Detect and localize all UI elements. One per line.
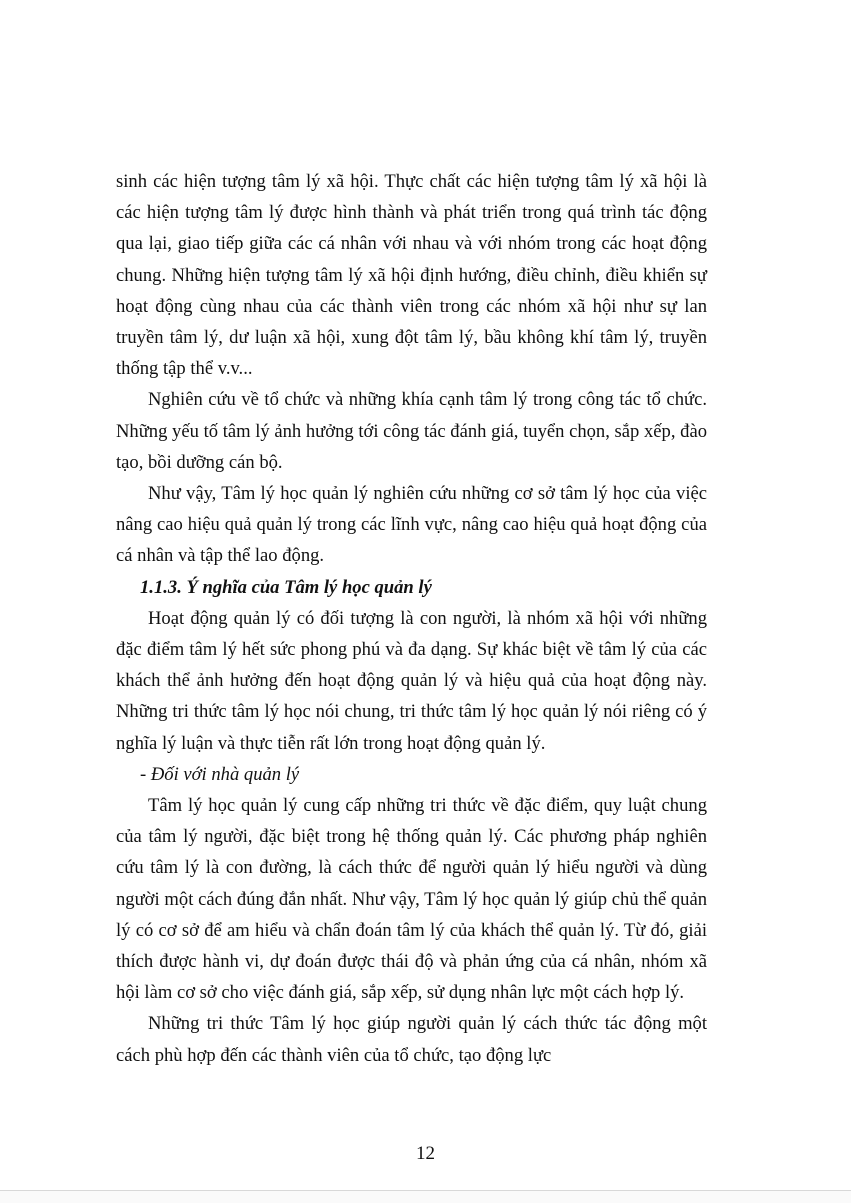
paragraph-4: Hoạt động quản lý có đối tượng là con người, là nhóm xã hội với những đặc điểm tâm lý hết sức phong phú và đa dạng. Sự khác biệt về tâm lý của các khách thể ảnh hưởng đến hoạt động quản lý và hiệu quả của hoạt động này. Những tri thức tâm lý học nói chung, tri thức tâm lý học quản lý nói riêng có ý nghĩa lý luận và thực tiễn rất lớn trong hoạt động quản lý. — [116, 607, 707, 754]
scan-bottom-edge — [0, 1190, 851, 1203]
subsection-heading: - Đối với nhà quản lý — [140, 763, 300, 785]
section-heading: 1.1.3. Ý nghĩa của Tâm lý học quản lý — [140, 576, 432, 598]
paragraph-6: Những tri thức Tâm lý học giúp người quản lý cách thức tác động một cách phù hợp đến các thành viên của tổ chức, tạo động lực — [116, 1013, 707, 1066]
paragraph-2: Nghiên cứu về tổ chức và những khía cạnh tâm lý trong công tác tổ chức. Những yếu tố tâm lý ảnh hưởng tới công tác đánh giá, tuyển chọn, sắp xếp, đào tạo, bồi dưỡng cán bộ. — [116, 389, 707, 473]
paragraph-3: Như vậy, Tâm lý học quản lý nghiên cứu những cơ sở tâm lý học của việc nâng cao hiệu quả quản lý trong các lĩnh vực, nâng cao hiệu quả hoạt động của cá nhân và tập thể lao động. — [116, 483, 707, 567]
paragraph-5: Tâm lý học quản lý cung cấp những tri thức về đặc điểm, quy luật chung của tâm lý người, đặc biệt trong hệ thống quản lý. Các phương pháp nghiên cứu tâm lý là con đường, là cách thức để người quản lý hiểu người và dùng người một cách đúng đắn nhất. Như vậy, Tâm lý học quản lý giúp chủ thể quản lý có cơ sở để am hiểu và chẩn đoán tâm lý của khách thể quản lý. Từ đó, giải thích được hành vi, dự đoán được thái độ và phản ứng của cá nhân, nhóm xã hội làm cơ sở cho việc đánh giá, sắp xếp, sử dụng nhân lực một cách hợp lý. — [116, 795, 707, 1004]
page-number: 12 — [416, 1143, 435, 1164]
page-body — [116, 166, 707, 1071]
paragraph-1: sinh các hiện tượng tâm lý xã hội. Thực chất các hiện tượng tâm lý xã hội là các hiện tượng tâm lý được hình thành và phát triển trong quá trình tác động qua lại, giao tiếp giữa các cá nhân với nhau và với nhóm trong các hoạt động chung. Những hiện tượng tâm lý xã hội định hướng, điều chỉnh, điều khiển sự hoạt động cùng nhau của các thành viên trong các nhóm xã hội như sự lan truyền tâm lý, dư luận xã hội, xung đột tâm lý, bầu không khí tâm lý, truyền thống tập thể v.v... — [116, 171, 707, 380]
